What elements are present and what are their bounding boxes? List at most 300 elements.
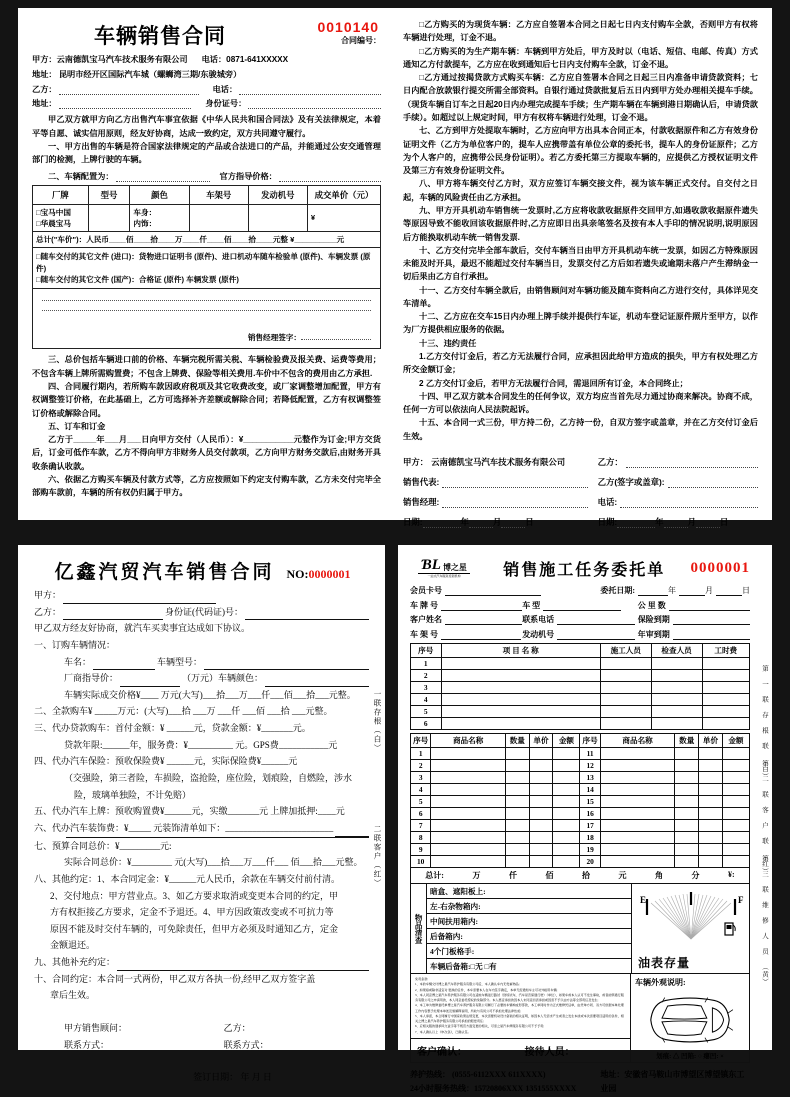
th-engine: 发动机号: [248, 185, 307, 204]
sig-party-a-value: 云南德凯宝马汽车技术服务有限公司: [431, 457, 566, 467]
bl-party-a-label: 甲方：: [34, 590, 62, 600]
bl-section-4b: （交强险，第三者险，车损险，盗抢险，座位险，划痕险，自燃险，涉水: [64, 773, 353, 784]
table-row[interactable]: [411, 784, 750, 796]
clause-8: 八、甲方将车辆交付乙方时，双方应签订车辆交接文件，视为该车辆正式交付。自交付之日起，车辆的风险责任由乙方承担。: [403, 179, 758, 202]
bl-section-7a[interactable]: 七、预算合同总价：¥_________元:: [34, 840, 172, 851]
date-a-month-input[interactable]: [469, 527, 493, 528]
table-row[interactable]: [411, 820, 750, 832]
clause-11: 十一、乙方交付车辆全款后，由销售顾问对车辆功能及随车资料向乙方进行交付，具体详见交车清单。: [403, 285, 758, 308]
gd-no-r: 15: [580, 796, 600, 808]
customer-name-label: 客户姓名: [410, 615, 442, 624]
bl-section-3b[interactable]: 贷款年限:______年，服务费：¥__________ 元。GPS费___________元: [64, 739, 338, 750]
br-order-number: 0000001: [690, 559, 750, 576]
gd-no-r: 18: [580, 832, 600, 844]
bl-guideprice-row: [34, 670, 371, 687]
clause-9: 九、甲方开具机动车销售统一发票时,乙方应将收款收据原件交回甲方,如遇收款收据原件遗失等原因导致不能收回该收据原件时,乙方应即日出具亲笔签名及按有本人手印的情况说明,说明原因后方能换取机动车统一销售发票.: [403, 205, 758, 242]
bl-section-8d: 原因不能及时交付车辆的，可免除责任，但甲方必须及时通知乙方，定金: [50, 923, 339, 934]
gd-no-l: 1: [411, 748, 431, 760]
table-row[interactable]: [411, 682, 750, 694]
clause-10: 十、乙方交付完毕全部车款后，交付车辆当日由甲方开具机动车统一发票，如因乙方特殊原因未能及时开具，最迟不能超过交付车辆当日，发票交付乙方后如若遗失或逾期未落户产生滞纳金一切后果由乙方自行承担。: [403, 245, 758, 282]
date-a-year-input[interactable]: [423, 527, 461, 528]
logo-tagline: 一站式汽车服务连锁机构: [418, 573, 470, 578]
br-row-4: [410, 629, 750, 640]
party-a-address-label: 地址：: [32, 69, 57, 79]
color-body-label: 车身：: [133, 207, 157, 217]
manager-signature-row: [248, 332, 371, 343]
gd-th-no-r: 序号: [580, 734, 600, 748]
bl-party-a-row: [34, 587, 371, 604]
bl-section-9-label: 九、其他补充约定：: [34, 957, 116, 968]
gd-no-r: 13: [580, 772, 600, 784]
bl-signature-section: [34, 1020, 371, 1053]
bl-model-label: 车辆型号：: [157, 656, 203, 667]
clause-13-2: 2 乙方交付订金后，若甲方无法履行合同，需退回所有订金，本合同终止；: [419, 378, 688, 388]
date-b-year-input[interactable]: [617, 527, 655, 528]
gd-no-l: 5: [411, 796, 431, 808]
bl-section-5[interactable]: 五、代办汽车上牌：预收购置费¥______元，实缴_______元 上牌加抵押:____元: [34, 806, 345, 817]
date-b-day-input[interactable]: [696, 527, 720, 528]
sig-phone-input[interactable]: [620, 496, 758, 508]
bl-id-input[interactable]: [245, 619, 369, 620]
car-top-view-icon[interactable]: [634, 991, 746, 1049]
currency-symbol: ¥: [310, 213, 316, 223]
date-a-day-unit: 日: [525, 517, 534, 527]
order-date-label: 委托日期:: [600, 586, 635, 595]
br-copy-label-3: 第 三 联 维 修 人 员 （黄）: [761, 855, 768, 986]
gd-no-r: 19: [580, 844, 600, 856]
check-row[interactable]: 暗盒、遮阳板上:: [427, 884, 631, 899]
check-row[interactable]: 后备箱内:: [427, 929, 631, 944]
bl-number-value: 0000001: [308, 567, 351, 581]
insurance-expiry-label: 保险到期: [637, 615, 670, 624]
legal-line: 7、本人确认以上《申次条》，已确认签。: [415, 1029, 471, 1034]
legal-line: 免责条款:: [415, 977, 429, 981]
table-row[interactable]: [411, 694, 750, 706]
clause-14: 十四、甲乙双方就本合同发生的任何争议，双方均应当首先尽力通过协商来解决。协商不成，任何一方可以依法向人民法院起诉。: [403, 391, 758, 415]
gd-no-l: 7: [411, 820, 431, 832]
bl-contact-b[interactable]: 联系方式：: [223, 1039, 269, 1050]
party-a-value: 云南德凯宝马汽车技术服务有限公司: [56, 55, 188, 64]
sig-date-a-label: 日期:: [403, 517, 423, 527]
check-row[interactable]: 中间扶用箱内:: [427, 914, 631, 929]
clause-6: 六、依据乙方购买车辆及付款方式等，乙方应按照如下约定支付购车款，乙方未交付完毕全部购车款前，车辆的所有权仍归属于甲方。: [32, 475, 381, 498]
wi-th-name: 项 目 名 称: [441, 644, 600, 658]
gd-th-price-r: 单价: [699, 734, 723, 748]
gd-th-qty-r: 数量: [675, 734, 699, 748]
order-date-month-unit: 月: [705, 586, 713, 595]
gd-no-l: 9: [411, 844, 431, 856]
yixin-sales-contract-document: [18, 545, 385, 1083]
date-b-day-unit: 日: [719, 517, 729, 527]
gt-wan[interactable]: 万: [472, 871, 481, 880]
bl-sig-b[interactable]: 乙方：: [223, 1023, 251, 1034]
customer-name-input[interactable]: [445, 624, 522, 625]
customer-confirm-label[interactable]: 客户确认：: [417, 1046, 467, 1058]
br-field-block: [410, 585, 750, 640]
bl-sign-date[interactable]: 签订日期： 年 月 日: [193, 1072, 272, 1083]
party-a-address-row: [32, 69, 381, 82]
legal-and-appearance-block: [410, 974, 750, 1063]
notes-blank-area[interactable]: [36, 300, 377, 346]
cartype-input[interactable]: [543, 610, 621, 611]
br-header: [410, 555, 750, 581]
sig-party-b-seal-label: 乙方(签字或盖章):: [597, 477, 665, 487]
party-a-phone-value: 0871-641XXXXX: [226, 55, 289, 64]
clause-5-title: 五、订车和订金: [48, 421, 106, 431]
engine-cell[interactable]: [248, 204, 307, 232]
manager-signature-label: 销售经理签字：: [247, 333, 301, 343]
sig-mgr-input[interactable]: [442, 496, 587, 508]
party-a-label: 甲方：: [32, 55, 57, 64]
bl-number: [287, 567, 351, 581]
docs-domestic-checkbox[interactable]: □随车交付的其它文件 (国产)：合格证 (原件) 车辆发票 (原件): [36, 275, 239, 285]
date-a-day-input[interactable]: [501, 527, 525, 528]
contract-header: [32, 18, 381, 52]
bl-section-8c: 方有权拒接乙方要求，定金不予退还。4、甲方因政策改变或不可抗力等: [50, 907, 334, 918]
gd-th-amt-l: 金额: [553, 734, 580, 748]
bl-section-10b: 章后生效。: [50, 990, 96, 1001]
sig-date-a-row: [403, 516, 588, 528]
vin-label: 车 架 号: [410, 629, 438, 639]
vehicle-appearance-block: [631, 974, 749, 1062]
wi-th-worker: 施工人员: [600, 644, 651, 658]
sig-phone-label: 电话:: [597, 497, 618, 507]
plate-input[interactable]: [441, 610, 522, 611]
gd-th-qty-l: 数量: [505, 734, 529, 748]
sig-party-a-row: [403, 456, 588, 468]
bl-carname-row: [34, 654, 371, 671]
bl-section-7b[interactable]: 实际合同总价：¥_________ 元(大写)___拾___万___仟___ 佰___拾___元整。: [64, 857, 363, 868]
legal-line: 6、应相关服的通承风交货字等不规范方面变更的相关，可需之星汽车修服务有限公司不予予责;: [415, 1024, 545, 1029]
brand-options-cell[interactable]: [33, 204, 89, 232]
gt-shi[interactable]: 拾: [581, 871, 590, 880]
check-row[interactable]: 4个门板格手:: [427, 944, 631, 959]
clause-2-config-label: 二、车辆配置为：: [48, 171, 114, 181]
party-b-id-label: 身份证号：: [205, 99, 247, 109]
sig-party-b-input[interactable]: [626, 456, 758, 468]
th-model: 型号: [88, 185, 130, 204]
guide-price-label: 官方指导价格：: [219, 171, 277, 181]
date-a-year-unit: 年: [460, 517, 469, 527]
fuel-gauge-icon: [635, 887, 747, 945]
legal-line: 4、本工单为维修委托单博之星汽车养护服务有限公司履行了必要的车辆构成形部款，本工单同时作为正式维修凭证单，由凭单方同、双方可依据本单处理工作内容整予处理本单述及施解释说明，所收与有何公司不承担处理法律性质;: [415, 1003, 624, 1013]
vehicle-sales-contract-document: [18, 8, 772, 527]
sig-rep-input[interactable]: [442, 476, 587, 488]
mileage-input[interactable]: [669, 610, 750, 611]
goods-table: [410, 733, 750, 868]
docs-row: [33, 248, 381, 289]
br-row-2: [410, 600, 750, 611]
gd-no-l: 2: [411, 760, 431, 772]
gt-qian[interactable]: 仟: [508, 871, 517, 880]
bl-section-6a[interactable]: 六、代办汽车装饰费：¥_____ 元装饰清单如下：________________________: [34, 822, 334, 833]
gt-label: 总计:: [425, 871, 444, 880]
fuel-gauge-block: [631, 884, 749, 973]
sig-mgr-row: [403, 496, 588, 508]
fuel-gauge-label: 油表存量: [638, 956, 691, 970]
th-vin: 车架号: [189, 185, 248, 204]
clause-7: 七、乙方到甲方处提取车辆时，乙方应向甲方出具本合同正本，付款收据原件和乙方有效身份证明文件（乙方为单位客户的，提车人应携带盖有单位公章的委托书，提车人的身份证原件；乙方为个人客户的，应携带公民身份证明）。若乙方委托第三方提取车辆的，应提供乙方授权证明文件及第三方有效身份证明文件。: [403, 126, 758, 176]
table-row[interactable]: [411, 718, 750, 730]
wi-th-no: 序号: [411, 644, 442, 658]
order-date-year-unit: 年: [668, 586, 676, 595]
vin-cell[interactable]: [189, 204, 248, 232]
insurance-expiry-input[interactable]: [673, 624, 750, 625]
gd-no-r: 12: [580, 760, 600, 772]
sig-date-b-row: [598, 516, 758, 528]
clause-15: 十五、本合同一式三份，甲方持二份，乙方持一份，自双方签字或盖章，并在乙方交付订金后生效。: [403, 418, 758, 441]
brand-checkbox-bmw-china[interactable]: □宝马中国: [36, 207, 71, 217]
th-brand: 厂牌: [33, 185, 89, 204]
gd-th-name-l: 商品名称: [431, 734, 506, 748]
wi-no: 1: [411, 658, 442, 670]
clause-3: 三、总价包括车辆进口前的价格、车辆完税所需关税、车辆检验费及报关费、运费等费用；不包含车辆上牌所需购置费；不包含上牌费、保险等相关费用.车价中不包含的费用由乙方承担.: [32, 355, 381, 378]
wi-no: 6: [411, 718, 442, 730]
gt-bai[interactable]: 佰: [545, 871, 554, 880]
clause-6b: □乙方购买的为生产期车辆：车辆到甲方处后，甲方及时以（电话、短信、电邮、传真）方式通知乙方付款提车，乙方应在收到通知后七日内支付购车全款，订金不退。: [403, 46, 758, 69]
order-date-day-unit: 日: [742, 586, 750, 595]
gd-th-no-l: 序号: [411, 734, 431, 748]
sig-mgr-label: 销售经理:: [403, 497, 440, 507]
sig-party-b-label: 乙方：: [597, 457, 623, 467]
bl-section-3a[interactable]: 三、代办贷款购车：首付金额：¥ ______元，贷款金额：¥_______元。: [34, 723, 311, 734]
receptionist-label[interactable]: 接待人员：: [524, 1046, 575, 1058]
order-date-year-input[interactable]: [638, 595, 668, 596]
gt-jiao[interactable]: 角: [655, 871, 664, 880]
plate-label: 车 牌 号: [410, 600, 438, 610]
sig-date-b-label: 日期:: [597, 517, 618, 527]
gd-no-r: 16: [580, 808, 600, 820]
bl-page-title: 亿鑫汽贸汽车销售合同: [54, 562, 275, 583]
wi-no: 2: [411, 670, 442, 682]
party-b-address-input[interactable]: [59, 98, 192, 109]
work-items-table: [410, 643, 750, 730]
legal-line: 5、本人承诺，本合同履行中国家政策法规变更，本次需要机动设计备案的相关证明，如因本人无需求产生或者之发生本质或本次需要项目适用的条件，相关之博之星汽车养护服务有限公司承担的赔偿责任;: [415, 1013, 624, 1023]
contact-tel-input[interactable]: [557, 624, 635, 625]
contract-right-column: [395, 18, 758, 527]
sig-party-a-label: 甲方：: [403, 457, 429, 467]
gt-amount[interactable]: ¥:: [728, 870, 735, 879]
bl-section-6-row: [34, 820, 371, 837]
total-price-text: 总计("车价")：人民币____佰____拾____万____仟____佰____拾____元整 ¥__________元: [33, 232, 381, 248]
svg-text:E: E: [640, 895, 647, 905]
brand-checkbox-brilliance-bmw[interactable]: □华晨宝马: [36, 218, 71, 228]
bl-sig-a[interactable]: 甲方销售顾问：: [64, 1023, 128, 1034]
party-b-address-label: 地址：: [32, 99, 57, 109]
bl-header: [34, 557, 371, 587]
annual-inspect-input[interactable]: [673, 639, 750, 640]
member-card-input[interactable]: [445, 595, 541, 596]
manager-signature-input[interactable]: [301, 339, 371, 340]
gd-no-l: 10: [411, 856, 431, 868]
bl-section-1-title: 一、订购车辆情况：: [34, 639, 116, 650]
property-check-label-text: 物品清查: [414, 913, 424, 944]
party-b-phone-label: 电话：: [212, 85, 238, 95]
svg-text:F: F: [738, 895, 744, 905]
property-check-rows: [427, 884, 631, 973]
gd-no-l: 8: [411, 832, 431, 844]
color-cell[interactable]: [130, 204, 189, 232]
appearance-title: 车辆外观说明:: [635, 978, 686, 987]
guide-price-input[interactable]: [279, 171, 381, 182]
bl-contact-a[interactable]: 联系方式：: [64, 1039, 110, 1050]
bl-copy-label-2: 二联客户（红）: [373, 825, 382, 888]
bl-carname-label: 车名：: [64, 656, 92, 667]
party-b-phone-input[interactable]: [239, 84, 381, 95]
table-row[interactable]: [411, 808, 750, 820]
date-a-month-unit: 月: [492, 517, 502, 527]
service-work-order-document: [398, 545, 772, 1094]
sig-party-b-row: [598, 456, 758, 468]
clause-4: 四、合同履行期内，若所购车款因政府税项及其它收费改变，或厂家调整增加配置，甲方有权调整签订价格，在此基础上，乙方可选择补齐差额或解除合同；若降低配置，乙方有权调整签订价格或解除合同。: [32, 382, 381, 418]
gd-no-r: 14: [580, 784, 600, 796]
sig-phone-row: [598, 496, 758, 508]
table-row[interactable]: [411, 844, 750, 856]
work-items-header-row: [411, 644, 750, 658]
table-row[interactable]: [411, 796, 750, 808]
unit-price-cell[interactable]: [307, 204, 380, 232]
clause-5-body: 乙方于_____年___月___日向甲方交付（人民币）：¥___________元整作为订金;甲方交货后，订金可低作车款，乙方不得向甲方非财务人员交付款项，乙方向甲方财务交款后,由财务开具收条确认收款。: [32, 435, 381, 471]
table-row[interactable]: [411, 748, 750, 760]
goods-header-row: [411, 734, 750, 748]
check-row[interactable]: 左-右杂物箱内:: [427, 899, 631, 914]
logo-name: 博之星: [442, 563, 467, 572]
bl-section-8b: 2、交付地点：甲方营业点。3、如乙方要求取消或变更本合同的约定，甲: [50, 890, 339, 901]
gd-no-l: 4: [411, 784, 431, 796]
table-row[interactable]: [411, 670, 750, 682]
vin-input[interactable]: [441, 639, 521, 640]
table-row[interactable]: [411, 832, 750, 844]
vehicle-config-table: [32, 185, 381, 350]
cartype-label: 车 型: [522, 600, 541, 610]
engine-no-input[interactable]: [557, 639, 635, 640]
gd-th-name-r: 商品名称: [600, 734, 675, 748]
wi-no: 5: [411, 706, 442, 718]
clause-12: 十二、乙方应在交车15日内办理上牌手续并提供行车证，机动车登记证原件照片至甲方，以作为厂方提供相应服务的依据。: [403, 312, 758, 335]
contract-number-label: 合同编号：: [341, 36, 381, 45]
sig-party-b-seal-row: [598, 476, 758, 488]
legal-line: 3、本人同意博之星汽车养护服务有限公司在适地车辆进行路试（绕场试车，汽车是否保通行驶）（单位），如果车或本人认可不发生事故，或者能够通行服务有限公司之申请用的，本人同意委托授权的免除部分。本人愿意承担的因本人未同意而需承担或因需不予以由方法等全部责任及发生;: [415, 992, 624, 1002]
property-check-label: [411, 884, 427, 973]
annual-inspect-label: 年审到期: [637, 629, 670, 639]
order-date-day-input[interactable]: [716, 595, 742, 596]
gd-th-amt-r: 金额: [722, 734, 749, 748]
bl-color-label: （万元）车辆颜色：: [182, 673, 264, 684]
br-copy-label-2: 第 二 联 客 户 联 （红）: [761, 760, 768, 876]
order-date-month-input[interactable]: [679, 595, 705, 596]
contract-left-column: [32, 18, 395, 512]
party-b-id-input[interactable]: [248, 98, 381, 109]
bl-section-8a[interactable]: 八、其他约定：1、本合同定金：¥______元人民币，余款在车辆交付前付清。: [34, 873, 341, 884]
party-b-label: 乙方：: [32, 85, 57, 95]
bl-section-2[interactable]: 二、全款购车¥ _____万元：(大写)___拾 ___万 ___仟 ___佰 ___拾 ___元整。: [34, 706, 333, 717]
bl-number-prefix: NO:: [286, 567, 309, 581]
wi-no: 3: [411, 682, 442, 694]
total-row: [33, 232, 381, 248]
bl-id-label: 身份证(代码证)号：: [165, 606, 244, 617]
signature-section: [403, 448, 758, 528]
party-b-input[interactable]: [59, 84, 199, 95]
page-title: 车辆销售合同: [94, 25, 226, 48]
sig-party-b-seal-input[interactable]: [668, 476, 758, 488]
mileage-label: 公 里 数: [637, 600, 666, 610]
wi-th-inspector: 检查人员: [651, 644, 702, 658]
party-a-address-value: 昆明市经开区国际汽车城（螺蛳湾三期/东骏城旁）: [58, 69, 242, 79]
preamble-text: 甲乙双方就甲方向乙方出售汽车事宜依据《中华人民共和国合同法》及有关法律规定，本着平等自愿、诚实信用原则，经友好协商，达成一致约定，双方共同遵守履行。: [32, 115, 381, 138]
damage-marks-legend: 划痕: △ 凹陷: ○ 瘪凹: ×: [656, 1053, 724, 1060]
logo-mark-icon: ƁL: [421, 557, 441, 573]
note-line-2: [42, 310, 371, 311]
model-cell[interactable]: [88, 204, 130, 232]
gd-no-r: 11: [580, 748, 600, 760]
th-unit-price: 成交单价（元）: [307, 185, 380, 204]
bl-party-b-row: [34, 604, 371, 621]
note-line-1: [42, 300, 371, 301]
date-b-year-unit: 年: [655, 517, 664, 527]
bl-copy-label-1: 一联存根（白）: [373, 690, 382, 753]
date-b-month-unit: 月: [687, 517, 696, 527]
table-row[interactable]: [411, 856, 750, 868]
table-row: [33, 204, 381, 232]
sig-rep-label: 销售代表:: [403, 477, 440, 487]
maintenance-hotline: 养护热线： (0555-6112XXX 611XXXX): [410, 1070, 546, 1079]
gt-fen[interactable]: 分: [691, 871, 700, 880]
gd-th-price-l: 单价: [529, 734, 553, 748]
bl-section-4c: 险，玻璃单独险，不计免赔）: [74, 789, 192, 800]
config-input[interactable]: [116, 171, 210, 182]
wi-no: 4: [411, 694, 442, 706]
bl-section-8e: 金额退还。: [50, 940, 96, 951]
party-a-phone-label: 电话：: [201, 55, 227, 64]
bl-intro: 甲乙双方经友好协商，就汽车买卖事宜达成如下协议。: [34, 623, 251, 634]
gt-yuan[interactable]: 元: [618, 871, 627, 880]
bl-actual-price[interactable]: 车辆实际成交价格¥____ 万元(大写)___拾___万___仟___佰___拾___元整。: [64, 689, 356, 700]
clause-13-title: 十三、违约责任: [419, 338, 477, 348]
confirm-row: [411, 1038, 630, 1062]
legal-line: 2、如果接或除非适宜对 更换的任件，本车需要本人在车内签字确定，本单无需通知车主可对外租用车辆;: [415, 987, 558, 992]
party-b-row: [32, 84, 381, 95]
service-hotline-24h: 24小时服务热线：15720806XXX 1351555XXXX: [410, 1084, 577, 1094]
table-row[interactable]: [411, 658, 750, 670]
notes-row: [33, 289, 381, 349]
bl-party-b-label: 乙方：: [34, 606, 62, 617]
table-row[interactable]: [411, 772, 750, 784]
br-copy-label-1: 第 一 联 存 根 联 （白）: [761, 665, 768, 781]
property-check-block: [410, 884, 750, 974]
table-header-row: [33, 185, 381, 204]
gd-no-r: 17: [580, 820, 600, 832]
table-row[interactable]: [411, 760, 750, 772]
check-row-trunk[interactable]: 车辆后备箱:□无 □有: [430, 961, 497, 971]
legal-terms-block: [411, 974, 631, 1062]
legal-line: 1、本的车辆交付博之星汽车养护服务有限公司后，本人确认车内无贵重物品;: [415, 982, 520, 987]
clause-6a: □乙方购买的为现货车辆：乙方应自签署本合同之日起七日内支付购车全款，否则甲方有权将车辆进行处理，订金不退。: [403, 20, 758, 43]
clause-13-1: 1.乙方交付订金后，若乙方无法履行合同，应承担因此给甲方造成的损失，甲方有权处理乙方所交金额订金；: [403, 352, 758, 375]
br-row-3: [410, 614, 750, 625]
contact-tel-label: 联系电话: [522, 615, 555, 624]
docs-import-checkbox[interactable]: □随车交付的其它文件 (进口)：货物进口证明书 (原件)、进口机动车随车检验单 (原件)、车辆发票 (原件): [36, 252, 371, 273]
sig-rep-row: [403, 476, 588, 488]
hotline-footer: [410, 1068, 750, 1097]
date-b-month-input[interactable]: [664, 527, 688, 528]
table-row[interactable]: [411, 706, 750, 718]
wi-th-laborfee: 工时费: [702, 644, 749, 658]
br-row-1: [410, 585, 750, 596]
bl-guideprice-label: 厂商指导价：: [64, 673, 119, 684]
bl-section-9-row: [34, 954, 371, 971]
bl-section-4a[interactable]: 四、代办汽车保险：预收保险费¥ ______元，实际保险费¥______元: [34, 756, 298, 767]
company-address: 地址：安徽省马鞍山市博望区博望镇东工业园: [600, 1070, 745, 1094]
